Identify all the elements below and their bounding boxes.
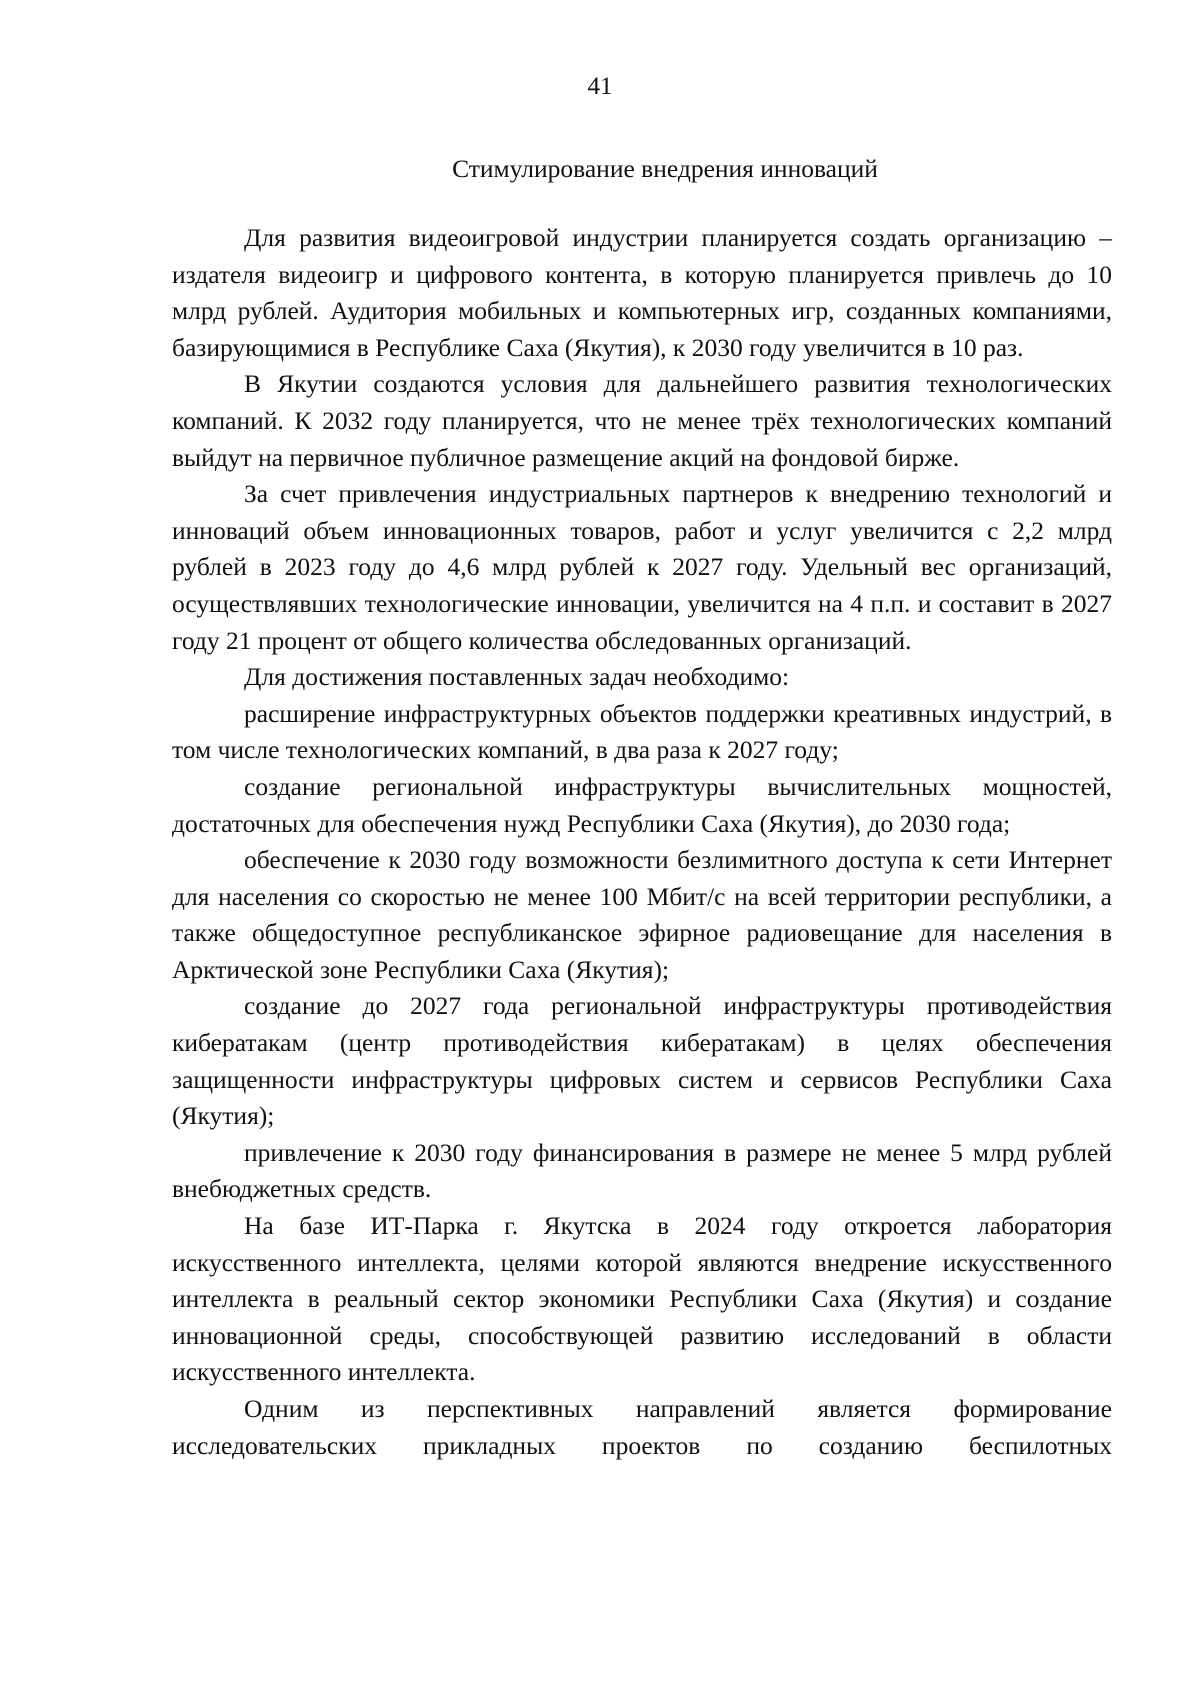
list-item-internet-access: обеспечение к 2030 году возможности безлимитного доступа к сети Интернет для населения со скоростью не менее 100 Мбит/с на всей территории республики, а также общедоступное республиканское эфирное радиовещание для населения в Арктической зоне Республики Саха (Якутия); — [172, 845, 1112, 984]
paragraph-videogame-industry: Для развития видеоигровой индустрии планируется создать организацию – издателя видеоигр и цифрового контента, в которую планируется привлечь до 10 млрд рублей. Аудитория мобильных и компьютерных игр, созданных компаниями, базирующимися в Республике Саха (Якутия), к 2030 году увеличится в 10 раз. — [172, 223, 1112, 362]
section-title: Стимулирование внедрения инноваций — [452, 154, 878, 183]
paragraph-tasks-intro: Для достижения поставленных задач необходимо: — [244, 662, 790, 692]
list-item-infrastructure-objects: расширение инфраструктурных объектов поддержки креативных индустрий, в том числе технологических компаний, в два раза к 2027 году; — [172, 698, 1112, 765]
paragraph-drones: Одним из перспективных направлений является формирование исследовательских прикладных проектов по созданию беспилотных — [172, 1394, 1112, 1460]
document-body — [172, 220, 1112, 1464]
list-item-computing-infrastructure: создание региональной инфраструктуры вычислительных мощностей, достаточных для обеспечения нужд Республики Саха (Якутия), до 2030 года; — [172, 771, 1112, 838]
paragraph-tech-companies: В Якутии создаются условия для дальнейшего развития технологических компаний. К 2032 году планируется, что не менее трёх технологических компаний выйдут на первичное публичное размещение акций на фондовой бирже. — [172, 369, 1112, 472]
paragraph-ai-laboratory: На базе ИТ-Парка г. Якутска в 2024 году откроется лаборатория искусственного интеллекта, целями которой являются внедрение искусственного интеллекта в реальный сектор экономики Республики Саха (Якутия) и создание инновационной среды, способствующей развитию исследований в области искусственного интеллекта. — [172, 1211, 1112, 1387]
list-item-financing: привлечение к 2030 году финансирования в размере не менее 5 млрд рублей внебюджетных средств. — [172, 1137, 1112, 1204]
page-number: 41 — [587, 73, 613, 100]
list-item-cyber-defense: создание до 2027 года региональной инфраструктуры противодействия кибератакам (центр противодействия кибератакам) в целях обеспечения защищенности инфраструктуры цифровых систем и сервисов Республики Саха (Якутия); — [172, 991, 1112, 1131]
paragraph-innovation-volume: За счет привлечения индустриальных партнеров к внедрению технологий и инноваций объем инновационных товаров, работ и услуг увеличится с 2,2 млрд рублей в 2023 году до 4,6 млрд рублей к 2027 году. Удельный вес организаций, осуществлявших технологические инновации, увеличится на 4 п.п. и составит в 2027 году 21 процент от общего количества обследованных организаций. — [172, 479, 1112, 655]
